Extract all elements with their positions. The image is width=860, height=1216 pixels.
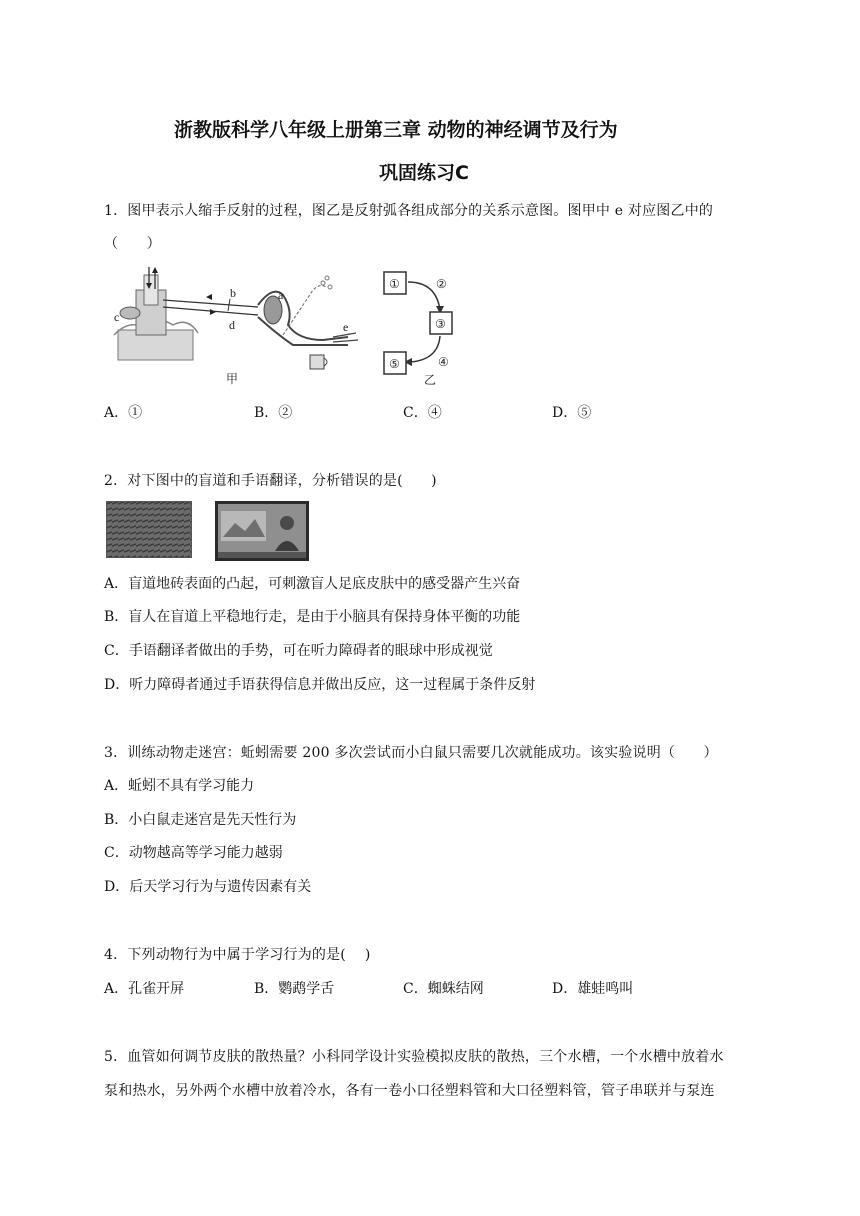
q4-option-d: D．雄蛙鸣叫: [552, 981, 634, 997]
figure-yi-diagram: [380, 268, 470, 388]
tactile-paving-image: [106, 501, 192, 558]
question-4-stem: 4．下列动物行为中属于学习行为的是( ): [104, 947, 371, 963]
q2-option-b: B．盲人在盲道上平稳地行走，是由于小脑具有保持身体平衡的功能: [104, 609, 521, 625]
q1-option-a: A．①: [104, 405, 143, 421]
q2-option-a: A．盲道地砖表面的凸起，可刺激盲人足底皮肤中的感受器产生兴奋: [104, 576, 521, 592]
node-1: ①: [389, 277, 400, 291]
node-5: ⑤: [389, 357, 400, 371]
q3-option-b: B．小白鼠走迷宫是先天性行为: [104, 812, 297, 828]
q3-option-d: D．后天学习行为与遗传因素有关: [104, 879, 312, 895]
label-b: b: [230, 286, 236, 300]
figure-jia-reflex: [108, 265, 363, 390]
q1-option-c: C．④: [403, 405, 442, 421]
figure-yi-caption: 乙: [424, 373, 437, 387]
node-2: ②: [436, 277, 447, 291]
q3-option-c: C．动物越高等学习能力越弱: [104, 845, 283, 861]
node-4: ④: [438, 355, 449, 369]
q2-option-c: C．手语翻译者做出的手势，可在听力障碍者的眼球中形成视觉: [104, 643, 493, 659]
page-subtitle: 巩固练习C: [379, 162, 469, 184]
figure-jia-caption: 甲: [226, 372, 239, 386]
question-2-stem: 2．对下图中的盲道和手语翻译，分析错误的是( ): [104, 473, 437, 489]
question-1-stem: 1．图甲表示人缩手反射的过程，图乙是反射弧各组成部分的关系示意图。图甲中 e 对应图乙中的: [104, 203, 714, 219]
q3-option-a: A．蚯蚓不具有学习能力: [104, 778, 255, 794]
q1-option-b: B．②: [254, 405, 293, 421]
question-3-stem: 3．训练动物走迷宫：蚯蚓需要 200 多次尝试而小白鼠只需要几次就能成功。该实验说明（ ）: [104, 745, 718, 761]
q4-option-a: A．孔雀开屏: [104, 981, 185, 997]
question-1-stem-cont: （ ）: [104, 236, 161, 252]
question-5-stem: 5．血管如何调节皮肤的散热量？小科同学设计实验模拟皮肤的散热，三个水槽，一个水槽中放着水: [104, 1049, 724, 1065]
label-c: c: [114, 310, 120, 324]
q4-option-c: C．蜘蛛结网: [403, 981, 484, 997]
question-5-stem-cont: 泵和热水，另外两个水槽中放着冷水，各有一卷小口径塑料管和大口径塑料管，管子串联并与泵连: [104, 1083, 715, 1099]
label-a: a: [278, 288, 284, 302]
q2-option-d: D．听力障碍者通过手语获得信息并做出反应，这一过程属于条件反射: [104, 677, 536, 693]
q1-option-d: D．⑤: [552, 405, 592, 421]
q4-option-b: B．鹦鹉学舌: [254, 981, 335, 997]
label-d: d: [229, 318, 235, 332]
label-e: e: [343, 320, 349, 334]
node-3: ③: [435, 317, 446, 331]
page-title: 浙教版科学八年级上册第三章 动物的神经调节及行为: [174, 119, 618, 141]
sign-language-image: [215, 501, 309, 561]
